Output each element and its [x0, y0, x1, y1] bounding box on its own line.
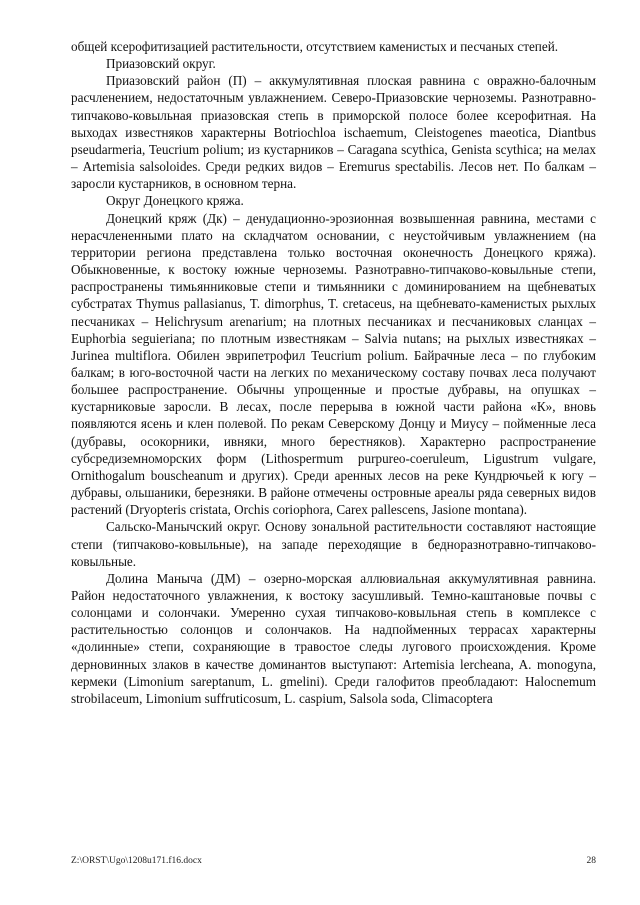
- footer-file-path: Z:\ORST\Ugo\1208u171.f16.docx: [71, 856, 202, 866]
- paragraph-salsko-manychsky-okrug: Сальско-Манычский округ. Основу зональной растительности составляют настоящие степи (типчаково-ковыльные), на западе переходящие в бедноразнотравно-типчаково-ковыльные.: [71, 519, 596, 569]
- heading-donetsk-okrug: Округ Донецкого кряжа.: [106, 193, 244, 209]
- heading-priazovsky-okrug: Приазовский округ.: [106, 56, 216, 72]
- document-body: [71, 38, 596, 707]
- paragraph-donetsky-kryazh: Донецкий кряж (Дк) – денудационно-эрозионная возвышенная равнина, местами с нерасчлененными плато на складчатом основании, с неустойчивым увлажнением (на территории региона представлена только восточная оконечность Донецкого кряжа). Обыкновенные, к востоку южные черноземы. Разнотравно-типчаково-ковыльные степи, распространены тимьянниковые степи и тимьянники с доминированием на щебневатых субстратах Thymus pallasianus, T. dimorphus, T. cretaceus, на щебневато-каменистых рыхлых песчаниках – Helichrysum arenarium; на плотных песчаниках и песчаниковых сланцах – Euphorbia seguieriana; по плотным известнякам – Salvia nutans; на рыхлых известняках – Jurinea multiflora. Обилен эврипетрофил Teucrium polium. Байрачные леса – по глубоким балкам; в юго-восточной части на легких по механическому составу почвах леса получают большее распространение. Обычны упрощенные и простые дубравы, на опушках – кустарниковые заросли. В лесах, после перерыва в южной части района «К», вновь появляются ясень и клен полевой. По рекам Северскому Донцу и Миусу – пойменные леса (дубравы, осокорники, ивняки, много берестняков). Характерно распространение субсредиземноморских форм (Lithospermum purpureo-coeruleum, Ligustrum vulgare, Ornithogalum bouscheanum и других). Среди аренных лесов на реке Кундрючьей к югу – дубравы, ольшаники, березняки. В районе отмечены островные ареалы ряда северных видов растений (Dryopteris cristata, Orchis coriophora, Carex pallescens, Jasione montana).: [71, 210, 596, 518]
- paragraph-intro-continuation: общей ксерофитизацией растительности, отсутствием каменистых и песчаных степей.: [71, 39, 559, 54]
- paragraph-priazovsky-rayon: Приазовский район (П) – аккумулятивная плоская равнина с овражно-балочным расчленением, недостаточным увлажнением. Северо-Приазовские черноземы. Разнотравно-типчаково-ковыльная приазовская степь в приморской полосе более ксерофитная. На выходах известняков характерны Botriochloa ischaemum, Cleistogenes maeotica, Diantbus pseudarmeria, Teucrium polium; из кустарников – Caragana scythica, Genista scythica; на мелах – Artemisia salsoloides. Среди редких видов – Eremurus spectabilis. Лесов нет. По балкам – заросли кустарников, в основном терна.: [71, 73, 596, 192]
- paragraph-dolina-manycha: Долина Маныча (ДМ) – озерно-морская аллювиальная аккумулятивная равнина. Район недостаточного увлажнения, к востоку засушливый. Темно-каштановые почвы с солонцами и солончаки. Умеренно сухая типчаково-ковыльная степь в комплексе с растительностью солонцов и солончаков. На надпойменных террасах характерны «долинные» степи, сохраняющие в травостое следы лугового происхождения. Кроме дерновинных злаков в качестве доминантов выступают: Artemisia lercheana, A. monogyna, кермеки (Limonium sareptanum, L. gmelini). Среди галофитов преобладают: Halocnemum strobilaceum, Limonium suffruticosum, L. caspium, Salsola soda, Climacoptera: [71, 570, 596, 706]
- page-number: 28: [586, 856, 596, 866]
